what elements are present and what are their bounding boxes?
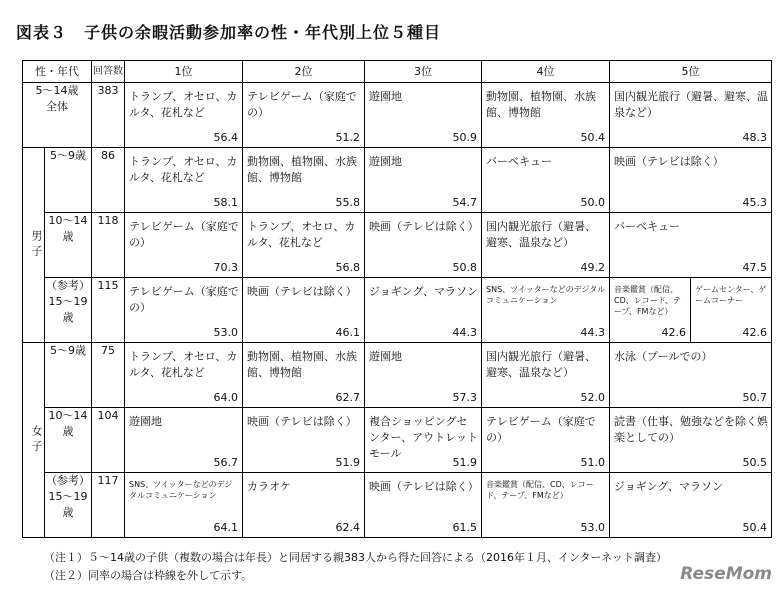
- activity-name: ゲームセンター、ゲームコーナー: [695, 285, 767, 305]
- age-group-label: 5～9歳: [45, 343, 92, 408]
- rank-1-cell: [125, 148, 243, 213]
- age-group-label: （参考） 15～19 歳: [45, 278, 92, 343]
- rank-2-cell: [243, 148, 365, 213]
- activity-name: トランプ、オセロ、カルタ、花札など: [129, 155, 238, 184]
- rank-5-cell: [610, 473, 772, 538]
- rank-2-cell: [243, 83, 365, 148]
- participation-rate: 64.0: [213, 391, 238, 404]
- participation-rate: 46.1: [335, 326, 360, 339]
- rank-4-cell: [482, 343, 610, 408]
- rank-4-cell: [482, 148, 610, 213]
- table-row: [23, 408, 772, 473]
- participation-rate: 51.9: [452, 456, 477, 469]
- table-row: [23, 148, 772, 213]
- rank-4-cell: [482, 408, 610, 473]
- activity-name: ジョギング、マラソン: [614, 480, 724, 493]
- rank-2-cell: [243, 408, 365, 473]
- respondent-count: 383: [92, 83, 125, 148]
- activity-name: バーベキュー: [614, 220, 680, 233]
- activity-name: 遊園地: [369, 350, 402, 363]
- activity-name: 遊園地: [129, 415, 162, 428]
- rank-1-cell: [125, 83, 243, 148]
- participation-rate: 51.9: [335, 456, 360, 469]
- participation-rate: 53.0: [213, 326, 238, 339]
- note-2: （注２）同率の場合は枠線を外して示す。: [44, 569, 253, 582]
- page-title: 図表３ 子供の余暇活動参加率の性・年代別上位５種目: [16, 23, 442, 42]
- rank-1-cell: [125, 343, 243, 408]
- participation-rate: 58.1: [213, 196, 238, 209]
- activity-name: 音楽鑑賞（配信、CD、レコード、テープ、FMなど）: [614, 285, 682, 316]
- header-rank-4: 4位: [482, 61, 610, 83]
- rank-1-cell: [125, 408, 243, 473]
- rank-1-cell: [125, 278, 243, 343]
- participation-rate: 45.3: [742, 196, 767, 209]
- participation-rate: 70.3: [213, 261, 238, 274]
- table-row: [23, 213, 772, 278]
- rank-4-cell: [482, 278, 610, 343]
- activity-name: テレビゲーム（家庭での）: [129, 220, 239, 249]
- rank-5-cell: [610, 343, 772, 408]
- participation-rate: 54.7: [452, 196, 477, 209]
- rank-4-cell: [482, 473, 610, 538]
- rank-1-cell: [125, 213, 243, 278]
- age-group-label: 10～14 歳: [45, 408, 92, 473]
- respondent-count: 117: [92, 473, 125, 538]
- rank-3-cell: [365, 148, 482, 213]
- participation-rate: 50.9: [452, 131, 477, 144]
- participation-rate: 50.8: [452, 261, 477, 274]
- participation-rate: 48.3: [742, 131, 767, 144]
- activity-name: バーベキュー: [486, 155, 552, 168]
- rank-2-cell: [243, 343, 365, 408]
- activity-name: トランプ、オセロ、カルタ、花札など: [129, 90, 238, 119]
- participation-rate: 49.2: [580, 261, 605, 274]
- participation-rate: 52.0: [580, 391, 605, 404]
- rank-4-cell: [482, 213, 610, 278]
- participation-rate: 44.3: [452, 326, 477, 339]
- participation-rate: 62.7: [335, 391, 360, 404]
- rank-3-cell: [365, 83, 482, 148]
- rank-5-split-cell: [610, 278, 772, 343]
- activity-name: 複合ショッピングセンター、アウトレットモール: [369, 415, 479, 460]
- rank-3-cell: [365, 473, 482, 538]
- header-rank-1: 1位: [125, 61, 243, 83]
- rank-5-cell: [610, 213, 772, 278]
- age-group-label: 5～9歳: [45, 148, 92, 213]
- table-row: [23, 278, 772, 343]
- participation-rate: 56.4: [213, 131, 238, 144]
- header-rank-3: 3位: [365, 61, 482, 83]
- participation-rate: 64.1: [213, 521, 238, 534]
- activity-name: テレビゲーム（家庭での）: [486, 415, 596, 444]
- rank-2-cell: [243, 278, 365, 343]
- table-row: [23, 473, 772, 538]
- table-row: [23, 343, 772, 408]
- ranking-table: [22, 60, 772, 538]
- footnotes: [44, 549, 667, 585]
- gender-label: 女子: [23, 343, 45, 538]
- rank-2-cell: [243, 213, 365, 278]
- activity-name: テレビゲーム（家庭での）: [247, 90, 357, 119]
- activity-name: 読書（仕事、勉強などを除く娯楽としての）: [614, 415, 768, 444]
- activity-name: 動物園、植物園、水族館、博物館: [247, 350, 357, 379]
- activity-name: SNS、ツイッターなどのデジタルコミュニケーション: [129, 480, 233, 500]
- resemom-logo: ReseMom: [680, 564, 772, 584]
- activity-name: 動物園、植物園、水族館、博物館: [486, 90, 596, 119]
- participation-rate: 51.0: [580, 456, 605, 469]
- activity-name: トランプ、オセロ、カルタ、花札など: [247, 220, 356, 249]
- activity-name: 音楽鑑賞（配信、CD、レコード、テープ、FMなど）: [486, 480, 594, 500]
- participation-rate: 50.4: [742, 521, 767, 534]
- activity-name: 映画（テレビは除く）: [614, 155, 724, 168]
- participation-rate: 61.5: [452, 521, 477, 534]
- header-group: 性・年代: [23, 61, 92, 83]
- participation-rate: 57.3: [452, 391, 477, 404]
- note-1: （注１）５～14歳の子供（複数の場合は年長）と同居する親383人から得た回答による（2016年１月、インターネット調査）: [44, 551, 667, 564]
- activity-name: 国内観光旅行（避暑、避寒、温泉など）: [614, 90, 768, 119]
- age-group-label: （参考） 15～19 歳: [45, 473, 92, 538]
- participation-rate: 56.8: [335, 261, 360, 274]
- age-group-label: 10～14 歳: [45, 213, 92, 278]
- rank-3-cell: [365, 278, 482, 343]
- participation-rate: 50.7: [742, 391, 767, 404]
- activity-name: 映画（テレビは除く）: [369, 480, 479, 493]
- header-n: 回答数: [92, 61, 125, 83]
- activity-name: 遊園地: [369, 90, 402, 103]
- activity-name: 国内観光旅行（避暑、避寒、温泉など）: [486, 350, 596, 379]
- participation-rate: 42.6: [742, 326, 767, 339]
- activity-name: テレビゲーム（家庭での）: [129, 285, 239, 314]
- rank-3-cell: [365, 343, 482, 408]
- respondent-count: 118: [92, 213, 125, 278]
- activity-name: 映画（テレビは除く）: [247, 285, 357, 298]
- respondent-count: 104: [92, 408, 125, 473]
- participation-rate: 56.7: [213, 456, 238, 469]
- participation-rate: 47.5: [742, 261, 767, 274]
- gender-label: 男子: [23, 148, 45, 343]
- respondent-count: 86: [92, 148, 125, 213]
- participation-rate: 62.4: [335, 521, 360, 534]
- activity-name: 水泳（プールでの）: [614, 350, 713, 363]
- rank-5-cell: [610, 408, 772, 473]
- header-row: [23, 61, 772, 83]
- activity-name: トランプ、オセロ、カルタ、花札など: [129, 350, 238, 379]
- table-row: [23, 83, 772, 148]
- activity-name: 映画（テレビは除く）: [369, 220, 479, 233]
- participation-rate: 44.3: [580, 326, 605, 339]
- activity-name: カラオケ: [247, 480, 291, 493]
- header-rank-2: 2位: [243, 61, 365, 83]
- activity-name: 国内観光旅行（避暑、避寒、温泉など）: [486, 220, 596, 249]
- rank-3-cell: [365, 408, 482, 473]
- activity-name: 遊園地: [369, 155, 402, 168]
- participation-rate: 42.6: [661, 326, 686, 339]
- age-group-label: 5～14歳 全体: [23, 83, 92, 148]
- participation-rate: 50.5: [742, 456, 767, 469]
- activity-name: 動物園、植物園、水族館、博物館: [247, 155, 357, 184]
- respondent-count: 75: [92, 343, 125, 408]
- respondent-count: 115: [92, 278, 125, 343]
- activity-name: 映画（テレビは除く）: [247, 415, 357, 428]
- rank-2-cell: [243, 473, 365, 538]
- activity-name: ジョギング、マラソン: [369, 285, 479, 298]
- rank-1-cell: [125, 473, 243, 538]
- participation-rate: 53.0: [580, 521, 605, 534]
- rank-5-cell: [610, 83, 772, 148]
- rank-4-cell: [482, 83, 610, 148]
- participation-rate: 55.8: [335, 196, 360, 209]
- rank-3-cell: [365, 213, 482, 278]
- activity-name: SNS、ツイッターなどのデジタルコミュニケーション: [486, 285, 606, 305]
- rank-5-cell: [610, 148, 772, 213]
- header-rank-5: 5位: [610, 61, 772, 83]
- participation-rate: 50.0: [580, 196, 605, 209]
- participation-rate: 50.4: [580, 131, 605, 144]
- participation-rate: 51.2: [335, 131, 360, 144]
